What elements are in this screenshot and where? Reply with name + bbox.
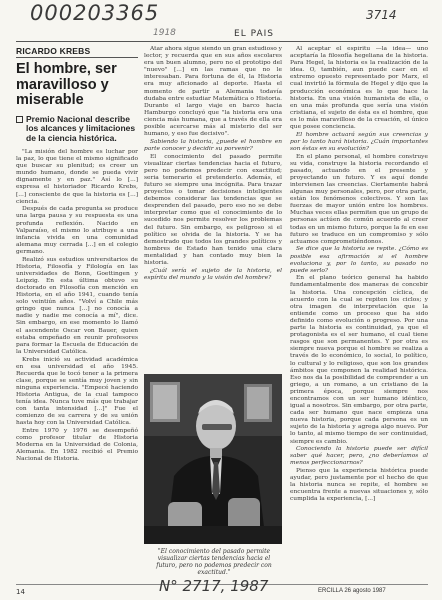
interview-question: ¿Cuál sería el sujeto de la historia, el espíritu del mundo y la visión del hombre? [144,267,282,281]
paragraph: "La misión del hombre es luchar por la paz, lo que tiene el mismo significado que buscar su plenitud; es creer un mundo humano, donde se pueda vivir dignamente y en paz." Así lo [...] expresa el historiador Ricardo Krebs, [...] consciente de que la historia es [...] ciencia. [16,149,138,205]
article-column-1 [16,46,138,582]
deck [16,115,138,144]
interview-question: Sabiendo la historia, ¿puede el hombre en parte conocer y decidir su porvenir? [144,138,282,152]
page-number: 14 [16,588,25,596]
footer-credit: ERCILLA 26 agosto 1987 [318,588,386,594]
byline: RICARDO KREBS [16,46,91,56]
paragraph: Entre 1970 y 1976 se desempeñó como profesor titular de Historia Moderna en la Universidad de Colonia, Alemania. En 1982 recibió el Premio Nacional de Historia. [16,428,138,463]
paragraph: Krebs inició su actividad académica en esa universidad el año 1945. Recuerda que le tocó tener a la primera clase, porque se sentía muy joven y sin ninguna experiencia. "Empecé haciendo Historia Antigua, de la cual tampoco tenía idea. Nunca tuve más que trabajar con tanta intensidad [...]" Fue el comienzo de su carrera y de su unión hasta hoy con la Universidad Católica. [16,356,138,427]
portrait-image [144,374,282,544]
paragraph: El conocimiento del pasado permite visualizar ciertas tendencias hacia el futuro, pero no podemos predecir con exactitud; seria temerario el pretenderlo. Además, el futuro se siempre una incógnita. Para trazar proyectos o tomar decisiones inteligentes debemos considerar las tendencias que se desprenden del pasado, pero eso no se debe interpretar como que el conocimiento de lo sucedido nos permite resolver los problemas del futuro. Sin embargo, es peligroso si el político se olvida de la historia. Y se ha demostrado que todos los grandes políticos y hombres de Estado han tenido una clara mentalidad y han contado muy bien la historia. [144,153,282,266]
article-body-column-2 [144,46,282,282]
deck-bullet-icon [16,116,23,123]
article-body-column-3 [290,46,428,504]
photo-caption: "El conocimiento del pasado permite visualizar ciertas tendencias hacia el futuro, pero no podemos predecir con exactitud." [156,548,272,576]
interview-question: Se dice que la historia se repite. ¿Cómo es posible esa afirmación si el hombre evoluciona y, por lo tanto, su pasado no puede serlo? [290,246,428,274]
paragraph: Al aceptar el espíritu —la idea— uno aceptaría la filosofía hegeliana de la historia. Para Hegel, la historia es la realización de la idea. O, también, aun puede caer en el extremo opuesto representado por Marx, el cual invirtió la fórmula de Hegel y dijo que la producción económica es lo que hace la historia. En una visión humanista de ella, o en una más profunda que sería una visión cristiana, el sujeto de ésta es el hombre, que es lo más maravilloso de la creación, el único que posee conciencia. [290,46,428,131]
paragraph: Pienso que la experiencia histórica puede ayudar, pero justamente por el hecho de que la historia nunca se repite, el hombre se encuentra frente a nuevas situaciones y, sólo cumplida la experiencia, [...] [290,468,428,503]
article-column-3 [290,46,428,568]
archive-year-mark: 1918 [153,28,176,38]
headline: El hombre, ser maravilloso y miserable [16,61,117,108]
portrait-photo [144,374,282,544]
paragraph: En el plano personal, el hombre construye su vida, construye la historia recordando el pasado, actuando en el presente y proyectando un futuro. Y es aquí donde intervienen las creencias. Ciertamente habrá algunas muy personales, pero, por otra parte, están los fenómenos colectivos. Y son las fuerzas de mayor unión entre los hombres. Muchas veces ellas permiten que un grupo de personas actúen de común acuerdo al creer todas en un mismo futuro, porque la fe en ese futuro se traduce en un compromiso y sólo actuamos comprometiéndonos. [290,153,428,245]
article-column-2 [144,46,282,368]
interview-question: El hombre actuará según sus creencias y por lo tanto hará historia. ¿Cuán importantes son éstas en su evolución? [290,131,428,152]
section-name: EL PAIS [234,29,274,39]
paragraph: En el plano teórico general ha habido fundamentalmente dos maneras de concebir la historia. Una concepción cíclica, de acuerdo con la cual se repiten los ciclos; y otra imagen de interpretación que la entiende como un proceso que ha sido definido como evolución o progreso. Por una parte la historia es continuidad, ya que el protagonista es el ser humano, el cual tiene rasgos que son permanentes. Y por otra es siempre nueva porque el hombre se realiza a través de lo económico, lo social, lo político, lo cultural y lo religioso, que son los grandes ámbitos que componen la realidad histórica. Eso nos da la posibilidad de comprender a un griego, a un romano, a un cristiano de la primera época, porque siempre nos encontramos con un ser humano idéntico, igual a nosotros. Sin embargo, por otra parte, cada ser humano que nace empieza una nueva historia, porque cada persona es un sujeto de la historia y agrega algo nuevo. Por lo tanto, al mismo tiempo de ser continuidad, siempre es cambio. [290,275,428,445]
interview-question: Conociendo la historia puede ser difícil saber qué hacer, pero, ¿no deberíamos al menos perfeccionarnos? [290,446,428,467]
section-rule [16,41,428,42]
byline-rule [16,57,138,58]
deck-text: Premio Nacional describe los alcances y limitaciones de la ciencia histórica. [26,113,136,143]
paragraph: Realizó sus estudios universitarios de Historia, Filosofía y Filología en las universidades de Bonn, Goettingen y Leipzig. En esta última obtuvo su doctorado en Filosofía con mención en Historia, en el año 1941, cuando tenía solo veintiún años. "Volví a Chile más gringo que nunca [...] no conocía a nadie y nadie me conocía a mí", dice. Sin embargo, en ese momento lo llamó el ascendente Oscar von Bauer, quien estaba empeñado en reunir profesores para formar la Escuela de Educación de la Universidad Católica. [16,256,138,355]
archive-number: 000203365 [30,1,160,25]
paragraph: Atar ahora sigue siendo un gran estudioso y lector, y recuerda que en sus años escolares era un buen alumno, pero no el prototipo del "nuevo" [...] en las ramas que no le interesaban. Para fortuna de él, la Historia era muy aficionado al deporte. Hasta el momento de partir a Alemania todavía dudaba entre estudiar Matemática o Historia. Durante el largo viaje en barco hacia Hamburgo concluyó que "la historia era una ciencia más humana, que a través de ella era posible acercarse más al misterio del ser humano, y eso fue decisivo". [144,46,282,138]
article-body-column-1 [16,149,138,464]
publication-note: N° 2717, 1987 [159,577,269,595]
archive-mark-right: 3714 [366,8,397,22]
paragraph: Después de cada pregunta se produce una larga pausa y su respuesta es una profunda reflexión. Nacido en Valparaíso, el mismo lo atribuye a una infancia vivida en una comunidad alemana muy cerrada [...] en el colegio germano. [16,206,138,255]
